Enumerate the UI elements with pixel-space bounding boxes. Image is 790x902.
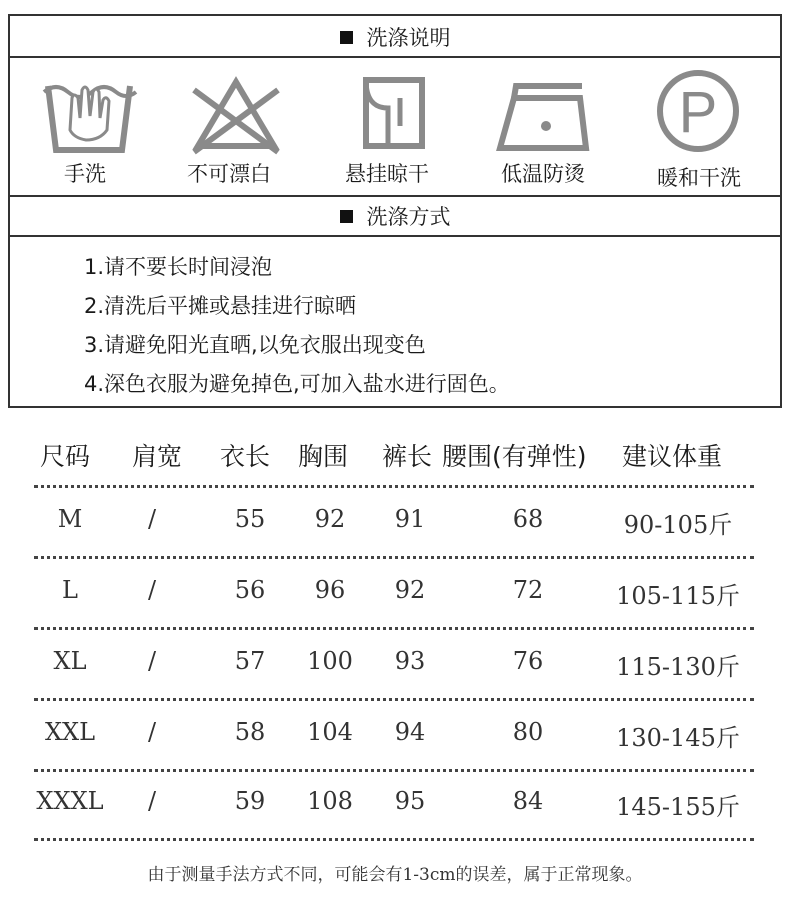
icon-label: 低温防烫 <box>501 162 585 186</box>
cell-length: 56 <box>234 576 266 604</box>
no-bleach-icon <box>186 68 286 158</box>
dotted-divider <box>34 769 754 772</box>
icon-label: 暖和干洗 <box>657 166 741 190</box>
dotted-divider <box>34 838 754 841</box>
header-waist: 腰围(有弹性) <box>442 442 587 471</box>
cell-weight: 130-145斤 <box>616 724 740 752</box>
cell-pants-length: 92 <box>394 576 426 604</box>
instruction-item: 4.深色衣服为避免掉色,可加入盐水进行固色。 <box>84 372 510 396</box>
cell-size: XXL <box>44 718 96 746</box>
header-weight: 建议体重 <box>622 442 723 471</box>
dry-clean-p-icon <box>650 66 750 156</box>
cell-shoulder: / <box>147 787 157 815</box>
header-length: 衣长 <box>220 442 271 471</box>
header-chest: 胸围 <box>298 442 349 471</box>
header-shoulder: 肩宽 <box>132 442 183 471</box>
instruction-item: 2.清洗后平摊或悬挂进行晾晒 <box>84 294 357 318</box>
square-bullet-icon <box>340 31 353 44</box>
method-title-bar <box>10 195 780 237</box>
cell-shoulder: / <box>147 647 157 675</box>
cell-chest: 92 <box>314 505 346 533</box>
divider <box>10 56 780 58</box>
cell-waist: 68 <box>512 505 544 533</box>
dotted-divider <box>34 627 754 630</box>
instruction-item: 1.请不要长时间浸泡 <box>84 255 273 279</box>
low-iron-icon <box>494 68 594 158</box>
dotted-divider <box>34 556 754 559</box>
dotted-divider <box>34 698 754 701</box>
divider <box>10 235 780 237</box>
cell-weight: 90-105斤 <box>623 511 733 539</box>
icon-label: 悬挂晾干 <box>345 162 429 186</box>
cell-pants-length: 94 <box>394 718 426 746</box>
cell-pants-length: 91 <box>394 505 426 533</box>
header-size: 尺码 <box>40 442 91 471</box>
cell-size: XL <box>53 647 87 675</box>
cell-length: 55 <box>234 505 266 533</box>
cell-shoulder: / <box>147 718 157 746</box>
cell-shoulder: / <box>147 576 157 604</box>
cell-chest: 96 <box>314 576 346 604</box>
cell-pants-length: 93 <box>394 647 426 675</box>
cell-length: 59 <box>234 787 266 815</box>
hand-wash-icon <box>40 68 140 158</box>
cell-length: 57 <box>234 647 266 675</box>
cell-weight: 115-130斤 <box>616 653 740 681</box>
cell-size: L <box>62 576 78 604</box>
cell-chest: 108 <box>307 787 353 815</box>
cell-weight: 105-115斤 <box>616 582 740 610</box>
footnote: 由于测量手法方式不同，可能会有1-3cm的误差，属于正常现象。 <box>147 865 643 885</box>
cell-length: 58 <box>234 718 266 746</box>
cell-waist: 80 <box>512 718 544 746</box>
dotted-divider <box>34 485 754 488</box>
cell-weight: 145-155斤 <box>616 793 740 821</box>
square-bullet-icon <box>340 210 353 223</box>
dry-clean-symbol: P <box>678 80 718 145</box>
cell-waist: 76 <box>512 647 544 675</box>
care-instructions-box <box>8 14 782 408</box>
cell-waist: 72 <box>512 576 544 604</box>
cell-size: XXXL <box>36 787 104 815</box>
cell-size: M <box>57 505 83 533</box>
method-title: 洗涤方式 <box>366 205 451 229</box>
cell-pants-length: 95 <box>394 787 426 815</box>
icon-label: 手洗 <box>64 162 106 186</box>
care-title-bar <box>10 16 780 58</box>
cell-waist: 84 <box>512 787 544 815</box>
cell-chest: 104 <box>307 718 353 746</box>
care-title: 洗涤说明 <box>366 26 451 50</box>
icon-label: 不可漂白 <box>187 162 271 186</box>
hang-dry-icon <box>344 68 444 158</box>
cell-chest: 100 <box>307 647 353 675</box>
header-pants-length: 裤长 <box>382 442 433 471</box>
cell-shoulder: / <box>147 505 157 533</box>
instruction-item: 3.请避免阳光直晒,以免衣服出现变色 <box>84 333 426 357</box>
